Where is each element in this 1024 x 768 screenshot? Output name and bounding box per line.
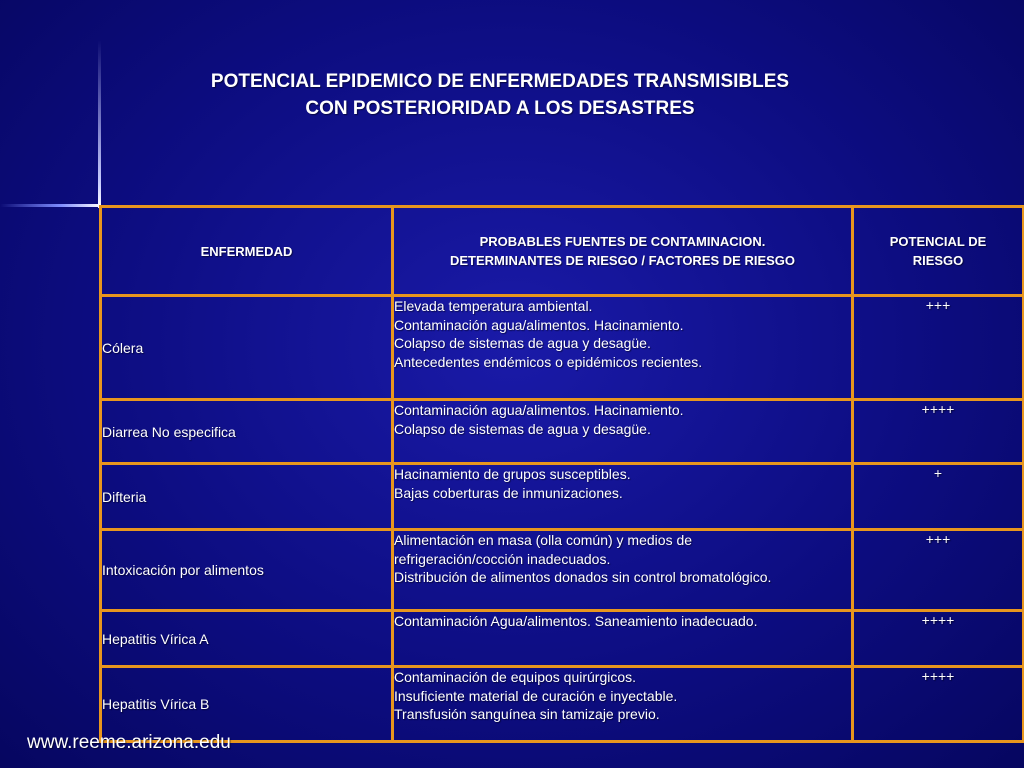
decorative-horizontal-line bbox=[0, 204, 101, 207]
risk-cell: +++ bbox=[853, 530, 1024, 611]
table-header-row bbox=[101, 207, 1024, 296]
factor-line: Elevada temperatura ambiental. bbox=[394, 298, 593, 314]
factor-line: Bajas coberturas de inmunizaciones. bbox=[394, 484, 623, 501]
factors-cell bbox=[393, 611, 853, 667]
factor-line: Transfusión sanguínea sin tamizaje previo. bbox=[394, 706, 660, 722]
factors-cell bbox=[393, 667, 853, 742]
factor-line: Colapso de sistemas de agua y desagüe. bbox=[394, 420, 651, 437]
factor-line: Contaminación Agua/alimentos. Saneamiento inadecuado. bbox=[394, 613, 758, 629]
factor-line: Insuficiente material de curación e inyectable. bbox=[394, 687, 678, 704]
risk-cell: + bbox=[853, 464, 1024, 530]
disease-risk-table bbox=[99, 205, 1024, 743]
header-risk bbox=[853, 207, 1024, 296]
disease-cell: Hepatitis Vírica A bbox=[101, 611, 393, 667]
factors-cell bbox=[393, 400, 853, 464]
table-row-hepatitis-a bbox=[101, 611, 1024, 667]
header-risk-line-2: RIESGO bbox=[912, 253, 964, 268]
slide-title-line-1: POTENCIAL EPIDEMICO DE ENFERMEDADES TRANSMISIBLES bbox=[210, 71, 790, 92]
table-row-difteria bbox=[101, 464, 1024, 530]
slide-title bbox=[100, 68, 900, 122]
factor-line: Hacinamiento de grupos susceptibles. bbox=[394, 466, 631, 482]
risk-cell: ++++ bbox=[853, 667, 1024, 742]
header-sources-line-2: DETERMINANTES DE RIESGO / FACTORES DE RIESGO bbox=[449, 253, 796, 268]
disease-cell: Diarrea No especifica bbox=[101, 400, 393, 464]
risk-cell: ++++ bbox=[853, 400, 1024, 464]
factor-line: Distribución de alimentos donados sin control bromatológico. bbox=[394, 569, 772, 585]
table-row-diarrea bbox=[101, 400, 1024, 464]
factor-line: refrigeración/cocción inadecuados. bbox=[394, 550, 611, 567]
factors-cell bbox=[393, 530, 853, 611]
risk-cell: +++ bbox=[853, 296, 1024, 400]
slide-title-line-2: CON POSTERIORIDAD A LOS DESASTRES bbox=[305, 98, 695, 119]
header-disease: ENFERMEDAD bbox=[101, 207, 393, 296]
factor-line: Alimentación en masa (olla común) y medios de bbox=[394, 532, 693, 548]
header-sources bbox=[393, 207, 853, 296]
disease-cell: Cólera bbox=[101, 296, 393, 400]
factors-cell bbox=[393, 464, 853, 530]
table-row-intoxicacion bbox=[101, 530, 1024, 611]
header-sources-line-1: PROBABLES FUENTES DE CONTAMINACION. bbox=[479, 234, 766, 249]
factor-line: Antecedentes endémicos o epidémicos recientes. bbox=[394, 353, 703, 370]
risk-cell: ++++ bbox=[853, 611, 1024, 667]
source-url: www.reeme.arizona.edu bbox=[27, 732, 231, 753]
table-row-hepatitis-b bbox=[101, 667, 1024, 742]
factor-line: Colapso de sistemas de agua y desagüe. bbox=[394, 335, 651, 351]
factor-line: Contaminación agua/alimentos. Hacinamiento. bbox=[394, 316, 684, 333]
table-row-colera bbox=[101, 296, 1024, 400]
disease-cell: Difteria bbox=[101, 464, 393, 530]
decorative-vertical-line bbox=[98, 40, 101, 208]
factor-line: Contaminación de equipos quirúrgicos. bbox=[394, 669, 637, 685]
disease-cell: Intoxicación por alimentos bbox=[101, 530, 393, 611]
factors-cell bbox=[393, 296, 853, 400]
header-risk-line-1: POTENCIAL DE bbox=[889, 234, 987, 249]
factor-line: Contaminación agua/alimentos. Hacinamiento. bbox=[394, 402, 684, 418]
disease-cell: Hepatitis Vírica B bbox=[101, 667, 393, 742]
